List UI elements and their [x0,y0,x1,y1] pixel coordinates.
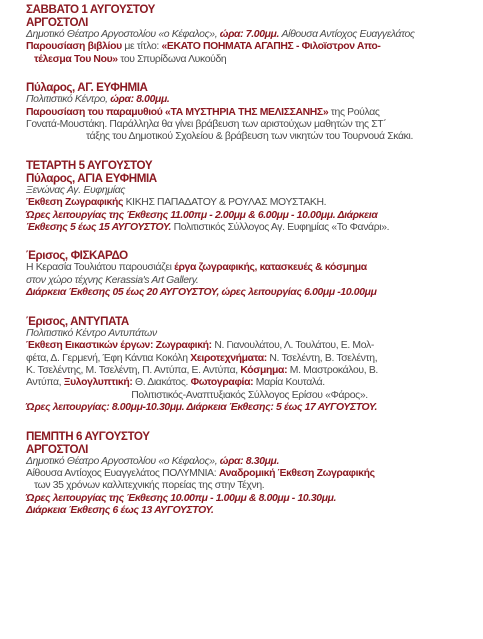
event-date-heading: ΣΑΒΒΑΤΟ 1 ΑΥΓΟΥΣΤΟΥ [26,3,155,16]
event-place-heading: Έρισος, ΑΝΤΥΠΑΤΑ [26,314,129,328]
event-description-line: Κ. Τσελέντης, Μ. Τσελέντη, Π. Αντύπα, Ε. Αντύπα, Κόσμημα: Μ. Μαστροκάλου, Β. [26,364,378,376]
event-description-line: Αντύπα, Ξυλογλυπτική: Θ. Διακάτος. Φωτογραφία: Μαρία Κουταλά. [26,377,325,389]
event-erisos-antypata [26,315,473,415]
event-description-line: τάξης του Δημοτικού Σχολείου & βράβευση των νικητών του Τουρνουά Σκάκι. [86,131,413,143]
event-hours-line: Ώρες λειτουργίας: 8.00μμ-10.30μμ. Διάρκεια Έκθεσης: 5 έως 17 ΑΥΓΟΥΣΤΟΥ. [26,402,378,414]
event-description-line: των 35 χρόνων καλλιτεχνικής πορείας της στην Τέχνη. [34,480,265,492]
event-hours-line: Ώρες λειτουργίας της Έκθεσης 10.00πμ - 1.00μμ & 8.00μμ - 10.30μμ. [26,492,337,504]
event-place-heading: Πύλαρος, ΑΓΙΑ ΕΥΦΗΜΙΑ [26,171,157,185]
event-description-line: Έκθεση Ζωγραφικής ΚΙΚΗΣ ΠΑΠΑΔΑΤΟΥ & ΡΟΥΛΑΣ ΜΟΥΣΤΑΚΗ. [26,197,327,209]
event-venue-line: Ξενώνας Αγ. Ευφημίας [26,184,126,196]
event-date-heading: ΤΕΤΑΡΤΗ 5 ΑΥΓΟΥΣΤΟΥ [26,158,153,172]
event-hours-line: Ώρες λειτουργίας της Έκθεσης 11.00πμ - 2.00μμ & 6.00μμ - 10.00μμ. Διάρκεια [26,209,378,221]
event-pylaros-agia-efimia [26,81,473,144]
event-organizer-line: Πολιτιστικός-Αναπτυξιακός Σύλλογος Ερίσου «Φάρος». [131,389,368,401]
event-description-line: Έκθεση Εικαστικών έργων: Ζωγραφική: Ν. Γιανουλάτου, Λ. Τουλάτου, Ε. Μολ- [26,340,374,352]
event-description-line: Παρουσίαση του παραμυθιού «ΤΑ ΜΥΣΤΗΡΙΑ ΤΗΣ ΜΕΛΙΣΣΑΝΗΣ» της Ρούλας [26,106,380,118]
event-place-heading: ΑΡΓΟΣΤΟΛΙ [26,16,88,29]
event-duration-line: Έκθεσης 5 έως 15 ΑΥΓΟΥΣΤΟΥ. Πολιτιστικός Σύλλογος Αγ. Ευφημίας «Το Φανάρι». [26,222,390,234]
event-description-line: φέτα, Δ. Γερμενή, Έφη Κάντια Κοκόλη Χειροτεχνήματα: Ν. Τσελέντη, Β. Τσελέντη, [26,352,378,364]
event-aug6-argostoli [26,430,473,518]
event-erisos-fiskardo [26,249,473,299]
event-venue-line: Πολιτιστικό Κέντρο, ώρα: 8.00μμ. [26,94,170,106]
event-description-line: Παρουσίαση βιβλίου με τίτλο: «ΕΚΑΤΟ ΠΟΗΜΑΤΑ ΑΓΑΠΗΣ - Φιλοϊστρον Απο- [26,41,381,53]
event-duration-line: Διάρκεια Έκθεσης 6 έως 13 ΑΥΓΟΥΣΤΟΥ. [26,505,214,517]
event-aug1-argostoli [26,3,473,66]
event-aug5-pylaros [26,159,473,235]
event-place-heading: Πύλαρος, ΑΓ. ΕΥΦΗΜΙΑ [26,81,148,95]
event-description-line: Αίθουσα Αντίοχος Ευαγγελάτος ΠΟΛΥΜΝΙΑ: Αναδρομική Έκθεση Ζωγραφικής [26,467,375,479]
event-description-line: Η Κερασία Τουλιάτου παρουσιάζει έργα ζωγραφικής, κατασκευές & κόσμημα [26,262,367,274]
event-description-line: στον χώρο τέχνης Kerassia's Art Gallery. [26,274,199,286]
event-description-line: Γονατά-Μουστάκη. Παράλληλα θα γίνει βράβευση των αριστούχων μαθητών της ΣΤ΄ [26,119,387,131]
event-place-heading: ΑΡΓΟΣΤΟΛΙ [26,442,88,456]
event-duration-line: Διάρκεια Έκθεσης 05 έως 20 ΑΥΓΟΥΣΤΟΥ, ώρες λειτουργίας 6.00μμ -10.00μμ [26,287,377,299]
event-venue-line: Δημοτικό Θέατρο Αργοστολίου «ο Κέφαλος», ώρα: 8.30μμ. [26,455,279,467]
event-date-heading: ΠΕΜΠΤΗ 6 ΑΥΓΟΥΣΤΟΥ [26,429,150,443]
event-venue-line: Δημοτικό Θέατρο Αργοστολίου «ο Κέφαλος», ώρα: 7.00μμ. Αίθουσα Αντίοχος Ευαγγελάτος [26,29,415,40]
event-place-heading: Έρισος, ΦΙΣΚΑΡΔΟ [26,249,128,263]
event-description-line: τέλεσμα Του Νου» του Σπυρίδωνα Λυκούδη [34,53,227,65]
event-venue-line: Πολιτιστικό Κέντρο Αντυπάτων [26,327,157,339]
